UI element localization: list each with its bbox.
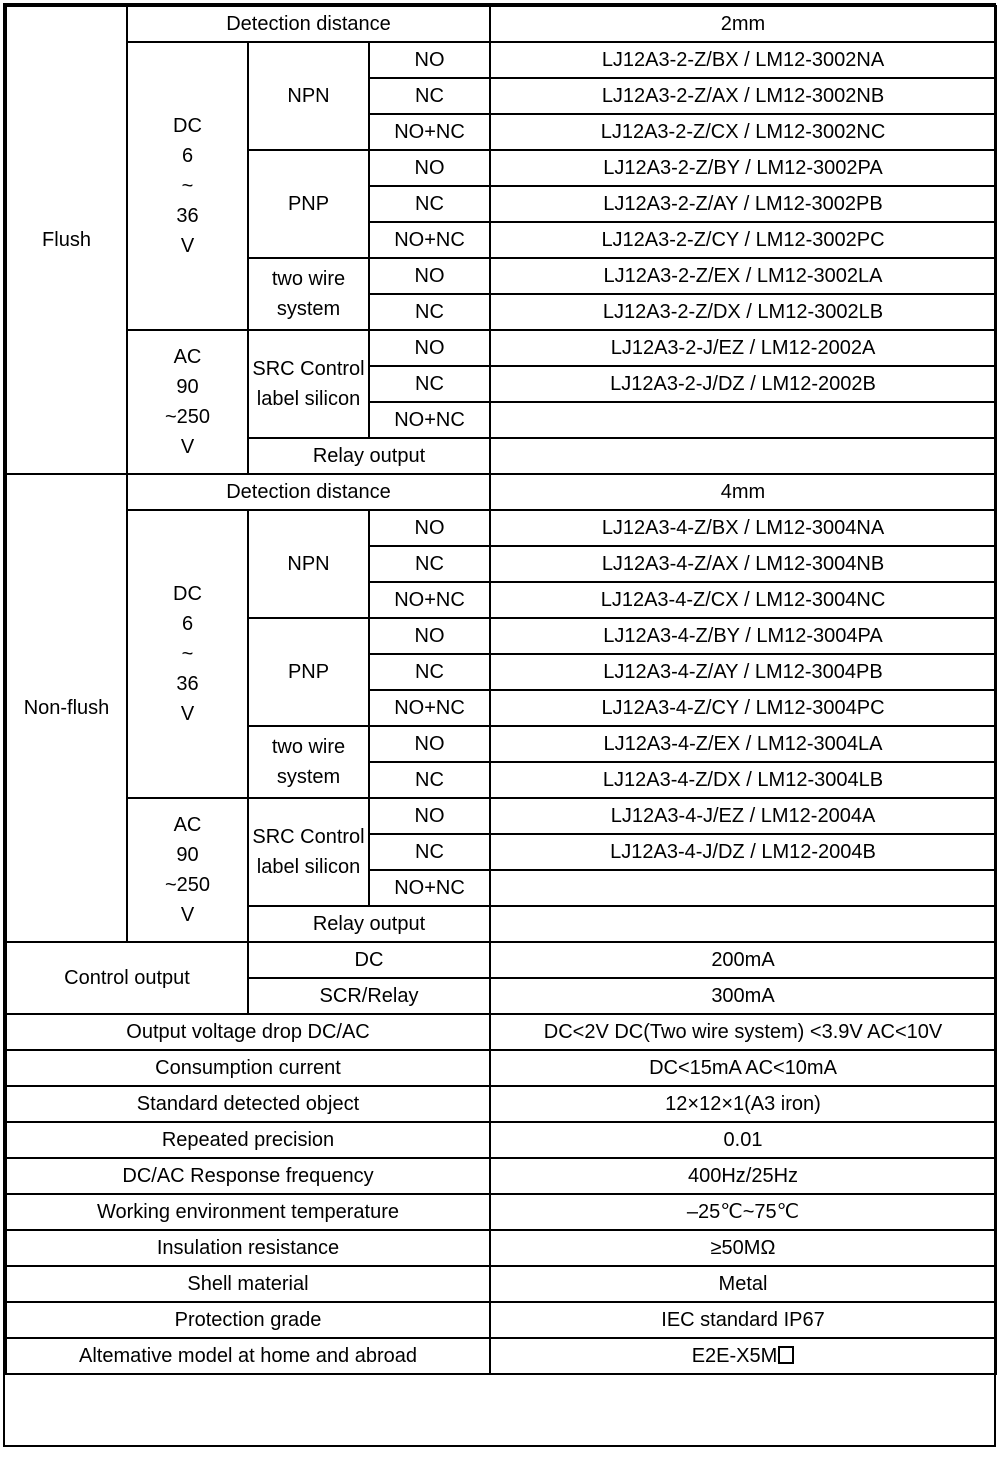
model-number: LJ12A3-4-Z/BX / LM12-3004NA bbox=[490, 510, 996, 546]
spec-row bbox=[6, 1122, 996, 1158]
spec-row bbox=[6, 1086, 996, 1122]
contact-type: NC bbox=[369, 186, 490, 222]
contact-type: NO+NC bbox=[369, 870, 490, 906]
contact-type: NO bbox=[369, 618, 490, 654]
dc-voltage-label-line: 36 bbox=[176, 205, 199, 227]
spec-label: Repeated precision bbox=[6, 1122, 490, 1158]
contact-type: NO bbox=[369, 330, 490, 366]
relay-output-label: Relay output bbox=[248, 906, 490, 942]
spec-value: ≥50MΩ bbox=[490, 1230, 996, 1266]
output-type-label bbox=[248, 726, 369, 798]
relay-output-model bbox=[490, 438, 996, 474]
control-output-type: DC bbox=[248, 942, 490, 978]
contact-type: NC bbox=[369, 546, 490, 582]
dc-voltage-label-line: 6 bbox=[181, 613, 194, 635]
ac-voltage-label-line: ~250 bbox=[164, 874, 211, 896]
detection-distance-row bbox=[6, 474, 996, 510]
detection-distance-row bbox=[6, 6, 996, 42]
model-number: LJ12A3-4-Z/CX / LM12-3004NC bbox=[490, 582, 996, 618]
spec-value: 12×12×1(A3 iron) bbox=[490, 1086, 996, 1122]
spec-row bbox=[6, 1050, 996, 1086]
model-number: LJ12A3-4-J/EZ / LM12-2004A bbox=[490, 798, 996, 834]
spec-row bbox=[6, 1194, 996, 1230]
contact-type: NO+NC bbox=[369, 582, 490, 618]
model-number: LJ12A3-4-Z/EX / LM12-3004LA bbox=[490, 726, 996, 762]
ac-voltage-label bbox=[127, 330, 248, 474]
spec-label: DC/AC Response frequency bbox=[6, 1158, 490, 1194]
mounting-type-label: Non-flush bbox=[6, 474, 127, 942]
output-type-label-line: two wire system bbox=[271, 268, 346, 320]
spec-label: Working environment temperature bbox=[6, 1194, 490, 1230]
output-type-label bbox=[248, 798, 369, 906]
spec-value: E2E-X5M bbox=[490, 1338, 996, 1374]
detection-distance-label: Detection distance bbox=[127, 6, 490, 42]
output-type-label-line: two wire system bbox=[271, 736, 346, 788]
dc-voltage-label-line: ~ bbox=[181, 643, 194, 665]
model-number bbox=[490, 402, 996, 438]
dc-voltage-label-line: 6 bbox=[181, 145, 194, 167]
spec-value: DC<15mA AC<10mA bbox=[490, 1050, 996, 1086]
spec-label: Consumption current bbox=[6, 1050, 490, 1086]
control-output-value: 300mA bbox=[490, 978, 996, 1014]
model-number: LJ12A3-4-J/DZ / LM12-2004B bbox=[490, 834, 996, 870]
control-output-type: SCR/Relay bbox=[248, 978, 490, 1014]
spec-row bbox=[6, 1014, 996, 1050]
model-number: LJ12A3-2-Z/CY / LM12-3002PC bbox=[490, 222, 996, 258]
dc-voltage-label-line: DC bbox=[173, 583, 202, 605]
control-output-label: Control output bbox=[6, 942, 248, 1014]
contact-type: NO+NC bbox=[369, 690, 490, 726]
output-type-label: NPN bbox=[248, 510, 369, 618]
ac-voltage-label-line: V bbox=[180, 436, 195, 458]
contact-type: NO bbox=[369, 510, 490, 546]
contact-type: NO+NC bbox=[369, 222, 490, 258]
spec-value: Metal bbox=[490, 1266, 996, 1302]
spec-value: DC<2V DC(Two wire system) <3.9V AC<10V bbox=[490, 1014, 996, 1050]
contact-type: NC bbox=[369, 294, 490, 330]
contact-type: NO bbox=[369, 726, 490, 762]
contact-type: NO bbox=[369, 42, 490, 78]
dc-voltage-label-line: V bbox=[180, 703, 195, 725]
model-number: LJ12A3-4-Z/BY / LM12-3004PA bbox=[490, 618, 996, 654]
mounting-type-label: Flush bbox=[6, 6, 127, 474]
square-symbol-icon bbox=[778, 1346, 794, 1364]
dc-voltage-label-line: ~ bbox=[181, 175, 194, 197]
contact-type: NO bbox=[369, 258, 490, 294]
ac-voltage-label-line: AC bbox=[173, 346, 202, 368]
model-row bbox=[6, 798, 996, 834]
detection-distance-value: 2mm bbox=[490, 6, 996, 42]
model-row bbox=[6, 510, 996, 546]
ac-voltage-label-line: 90 bbox=[176, 844, 199, 866]
contact-type: NO bbox=[369, 798, 490, 834]
model-number: LJ12A3-2-Z/DX / LM12-3002LB bbox=[490, 294, 996, 330]
detection-distance-label: Detection distance bbox=[127, 474, 490, 510]
spec-row bbox=[6, 1302, 996, 1338]
model-number: LJ12A3-2-Z/BY / LM12-3002PA bbox=[490, 150, 996, 186]
output-type-label-line: SRC Control label silicon bbox=[252, 826, 365, 878]
output-type-label bbox=[248, 258, 369, 330]
model-number bbox=[490, 870, 996, 906]
ac-voltage-label-line: 90 bbox=[176, 376, 199, 398]
spec-label: Shell material bbox=[6, 1266, 490, 1302]
dc-voltage-label bbox=[127, 510, 248, 798]
model-number: LJ12A3-2-Z/EX / LM12-3002LA bbox=[490, 258, 996, 294]
model-number: LJ12A3-4-Z/AY / LM12-3004PB bbox=[490, 654, 996, 690]
model-row bbox=[6, 330, 996, 366]
spec-value: 400Hz/25Hz bbox=[490, 1158, 996, 1194]
contact-type: NC bbox=[369, 366, 490, 402]
relay-output-label: Relay output bbox=[248, 438, 490, 474]
ac-voltage-label-line: V bbox=[180, 904, 195, 926]
relay-output-model bbox=[490, 906, 996, 942]
spec-label: Standard detected object bbox=[6, 1086, 490, 1122]
model-number: LJ12A3-2-Z/AX / LM12-3002NB bbox=[490, 78, 996, 114]
model-number: LJ12A3-4-Z/CY / LM12-3004PC bbox=[490, 690, 996, 726]
spec-value: –25℃~75℃ bbox=[490, 1194, 996, 1230]
spec-row bbox=[6, 1266, 996, 1302]
spec-row bbox=[6, 1230, 996, 1266]
spec-label: Output voltage drop DC/AC bbox=[6, 1014, 490, 1050]
detection-distance-value: 4mm bbox=[490, 474, 996, 510]
contact-type: NO bbox=[369, 150, 490, 186]
contact-type: NC bbox=[369, 78, 490, 114]
contact-type: NC bbox=[369, 654, 490, 690]
model-number: LJ12A3-2-J/DZ / LM12-2002B bbox=[490, 366, 996, 402]
model-number: LJ12A3-2-Z/AY / LM12-3002PB bbox=[490, 186, 996, 222]
model-number: LJ12A3-2-J/EZ / LM12-2002A bbox=[490, 330, 996, 366]
contact-type: NC bbox=[369, 762, 490, 798]
dc-voltage-label-line: V bbox=[180, 235, 195, 257]
model-number: LJ12A3-2-Z/BX / LM12-3002NA bbox=[490, 42, 996, 78]
spec-label: Protection grade bbox=[6, 1302, 490, 1338]
control-output-row bbox=[6, 942, 996, 978]
spec-label: Insulation resistance bbox=[6, 1230, 490, 1266]
output-type-label-line: SRC Control label silicon bbox=[252, 358, 365, 410]
dc-voltage-label-line: DC bbox=[173, 115, 202, 137]
spec-value: IEC standard IP67 bbox=[490, 1302, 996, 1338]
model-number: LJ12A3-2-Z/CX / LM12-3002NC bbox=[490, 114, 996, 150]
sensor-spec-table bbox=[5, 5, 997, 1375]
contact-type: NC bbox=[369, 834, 490, 870]
output-type-label: PNP bbox=[248, 150, 369, 258]
model-row bbox=[6, 42, 996, 78]
dc-voltage-label-line: 36 bbox=[176, 673, 199, 695]
spec-label: Altemative model at home and abroad bbox=[6, 1338, 490, 1374]
output-type-label bbox=[248, 330, 369, 438]
spec-value: 0.01 bbox=[490, 1122, 996, 1158]
control-output-value: 200mA bbox=[490, 942, 996, 978]
ac-voltage-label-line: ~250 bbox=[164, 406, 211, 428]
spec-row bbox=[6, 1158, 996, 1194]
spec-row bbox=[6, 1338, 996, 1374]
model-number: LJ12A3-4-Z/DX / LM12-3004LB bbox=[490, 762, 996, 798]
model-number: LJ12A3-4-Z/AX / LM12-3004NB bbox=[490, 546, 996, 582]
contact-type: NO+NC bbox=[369, 114, 490, 150]
contact-type: NO+NC bbox=[369, 402, 490, 438]
ac-voltage-label-line: AC bbox=[173, 814, 202, 836]
ac-voltage-label bbox=[127, 798, 248, 942]
dc-voltage-label bbox=[127, 42, 248, 330]
output-type-label: PNP bbox=[248, 618, 369, 726]
output-type-label: NPN bbox=[248, 42, 369, 150]
